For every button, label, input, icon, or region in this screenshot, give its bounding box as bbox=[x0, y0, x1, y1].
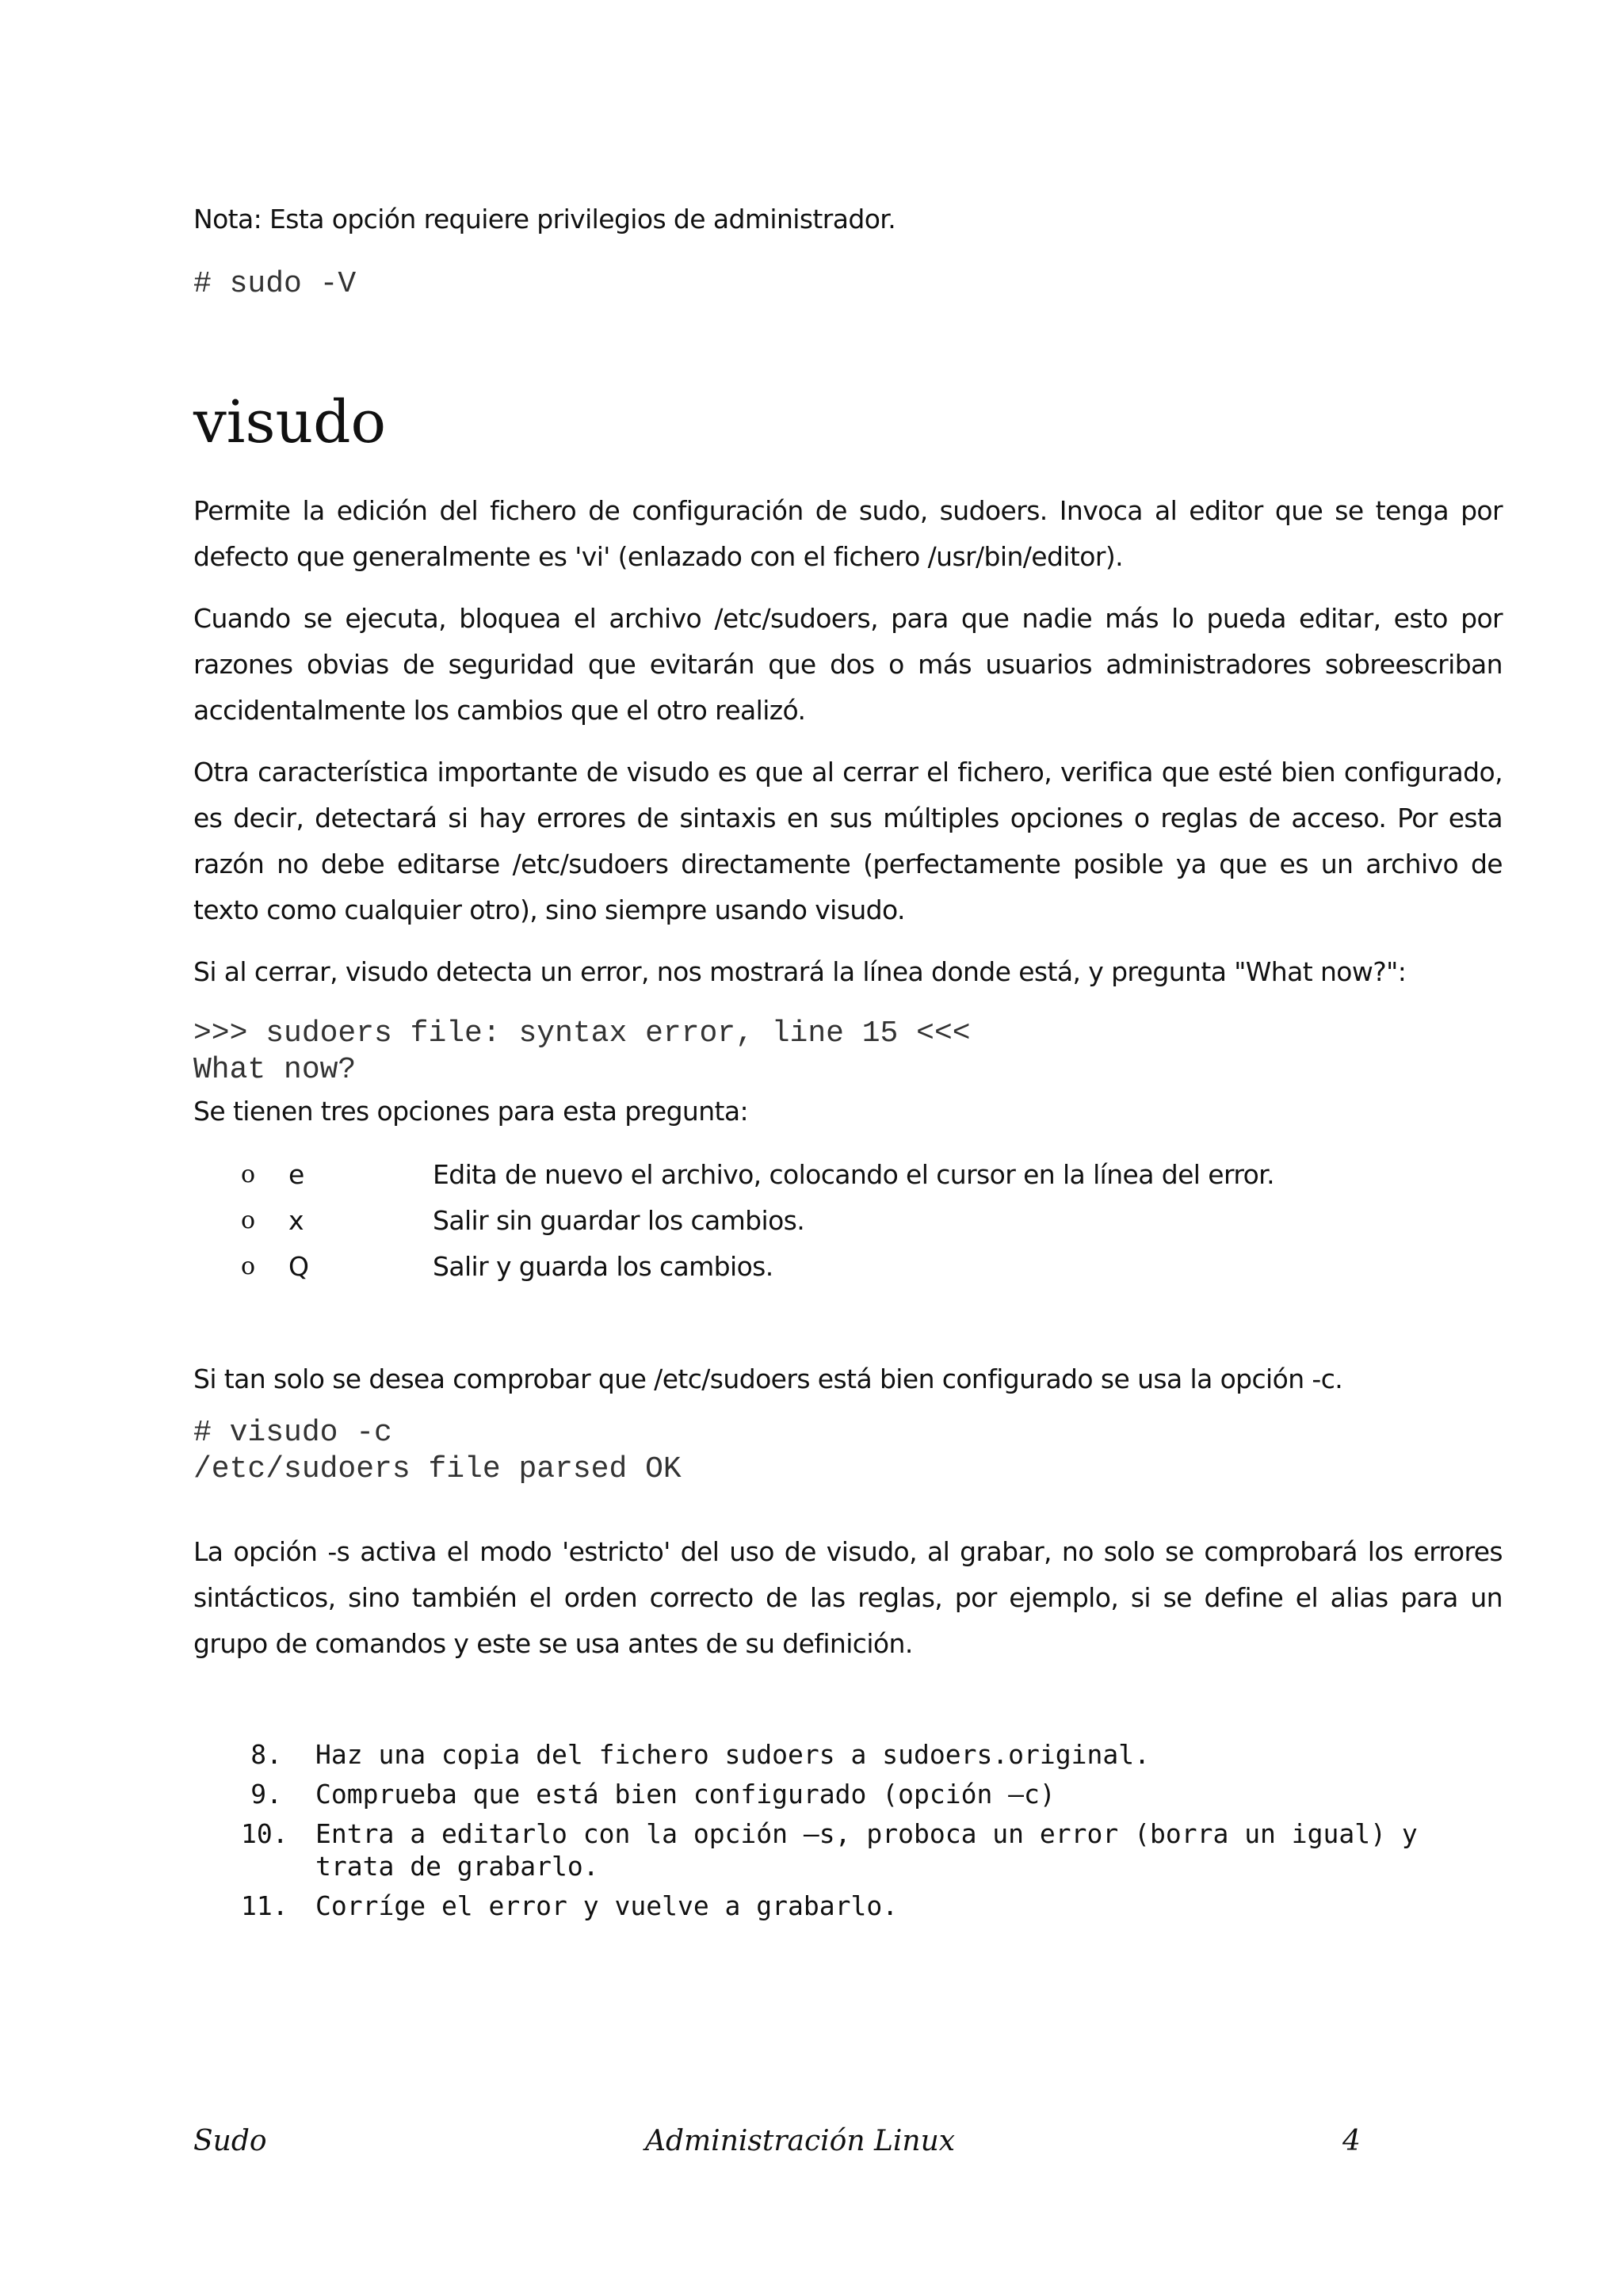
option-item bbox=[241, 1244, 1430, 1290]
code-line: # visudo -c bbox=[193, 1416, 392, 1450]
options-list bbox=[241, 1152, 1430, 1290]
exercise-list bbox=[241, 1738, 1503, 1929]
exercise-text: Entra a editarlo con la opción –s, proboca un error (borra un igual) y trata de grabarlo. bbox=[315, 1818, 1434, 1882]
exercise-item bbox=[241, 1738, 1503, 1771]
exercise-text: Haz una copia del fichero sudoers a sudoers.original. bbox=[315, 1739, 1150, 1770]
section-heading: visudo bbox=[193, 388, 387, 456]
exercise-text: Corríge el error y vuelve a grabarlo. bbox=[315, 1890, 899, 1921]
exercise-text: Comprueba que está bien configurado (opción –c) bbox=[315, 1779, 1056, 1810]
code-block-visudo bbox=[193, 1415, 682, 1488]
exercise-number: 10. bbox=[241, 1818, 288, 1849]
code-line: What now? bbox=[193, 1053, 357, 1087]
footer-chapter: Sudo bbox=[193, 2125, 267, 2157]
page-number: 4 bbox=[1342, 2125, 1361, 2157]
option-description: Salir y guarda los cambios. bbox=[433, 1251, 773, 1282]
command-sudo-v: # sudo -V bbox=[193, 267, 357, 301]
paragraph-intro: Permite la edición del fichero de configuración de sudo, sudoers. Invoca al editor que se tenga por defecto que generalmente es 'vi' (enlazado con el fichero /usr/bin/editor). bbox=[193, 495, 1503, 572]
exercise-number: 9. bbox=[250, 1779, 282, 1810]
exercise-item bbox=[241, 1890, 1503, 1922]
paragraph-options-intro: Se tienen tres opciones para esta pregunta: bbox=[193, 1096, 749, 1127]
paragraph-error-detect: Si al cerrar, visudo detecta un error, nos mostrará la línea donde está, y pregunta "What now?": bbox=[193, 956, 1407, 987]
bullet-icon: o bbox=[241, 1253, 256, 1280]
document-page bbox=[193, 0, 1503, 2296]
option-key: x bbox=[288, 1205, 304, 1236]
option-description: Salir sin guardar los cambios. bbox=[433, 1205, 805, 1236]
footer-book-title: Administración Linux bbox=[645, 2125, 956, 2157]
paragraph-check-option: Si tan solo se desea comprobar que /etc/sudoers está bien configurado se usa la opción -c. bbox=[193, 1363, 1343, 1394]
code-line: >>> sudoers file: syntax error, line 15 <<< bbox=[193, 1016, 971, 1051]
code-block-error bbox=[193, 1016, 971, 1089]
exercise-item bbox=[241, 1817, 1503, 1882]
paragraph-verify: Otra característica importante de visudo es que al cerrar el fichero, verifica que esté bien configurado, es decir, detectará si hay errores de sintaxis en sus múltiples opciones o reglas de acceso. Por esta razón no debe editarse /etc/sudoers directamente (perfectamente posible ya que es un archivo de texto como cualquier otro), sino siempre usando visudo. bbox=[193, 757, 1503, 925]
option-item bbox=[241, 1152, 1430, 1198]
bullet-icon: o bbox=[241, 1207, 256, 1234]
code-line: /etc/sudoers file parsed OK bbox=[193, 1452, 682, 1486]
paragraph-strict-mode: La opción -s activa el modo 'estricto' del uso de visudo, al grabar, no solo se comprobará los errores sintácticos, sino también el orden correcto de las reglas, por ejemplo, si se define el alias para un grupo de comandos y este se usa antes de su definición. bbox=[193, 1536, 1503, 1659]
exercise-item bbox=[241, 1778, 1503, 1810]
exercise-number: 8. bbox=[250, 1739, 282, 1770]
option-item bbox=[241, 1198, 1430, 1244]
paragraph-lock: Cuando se ejecuta, bloquea el archivo /etc/sudoers, para que nadie más lo pueda editar, esto por razones obvias de seguridad que evitarán que dos o más usuarios administradores sobreescriban accidentalmente los cambios que el otro realizó. bbox=[193, 603, 1503, 726]
bullet-icon: o bbox=[241, 1161, 256, 1188]
admin-note: Nota: Esta opción requiere privilegios de administrador. bbox=[193, 204, 896, 235]
exercise-number: 11. bbox=[241, 1890, 288, 1921]
page-footer bbox=[193, 2122, 1503, 2161]
option-key: Q bbox=[288, 1251, 309, 1282]
option-description: Edita de nuevo el archivo, colocando el cursor en la línea del error. bbox=[433, 1159, 1274, 1190]
option-key: e bbox=[288, 1159, 305, 1190]
